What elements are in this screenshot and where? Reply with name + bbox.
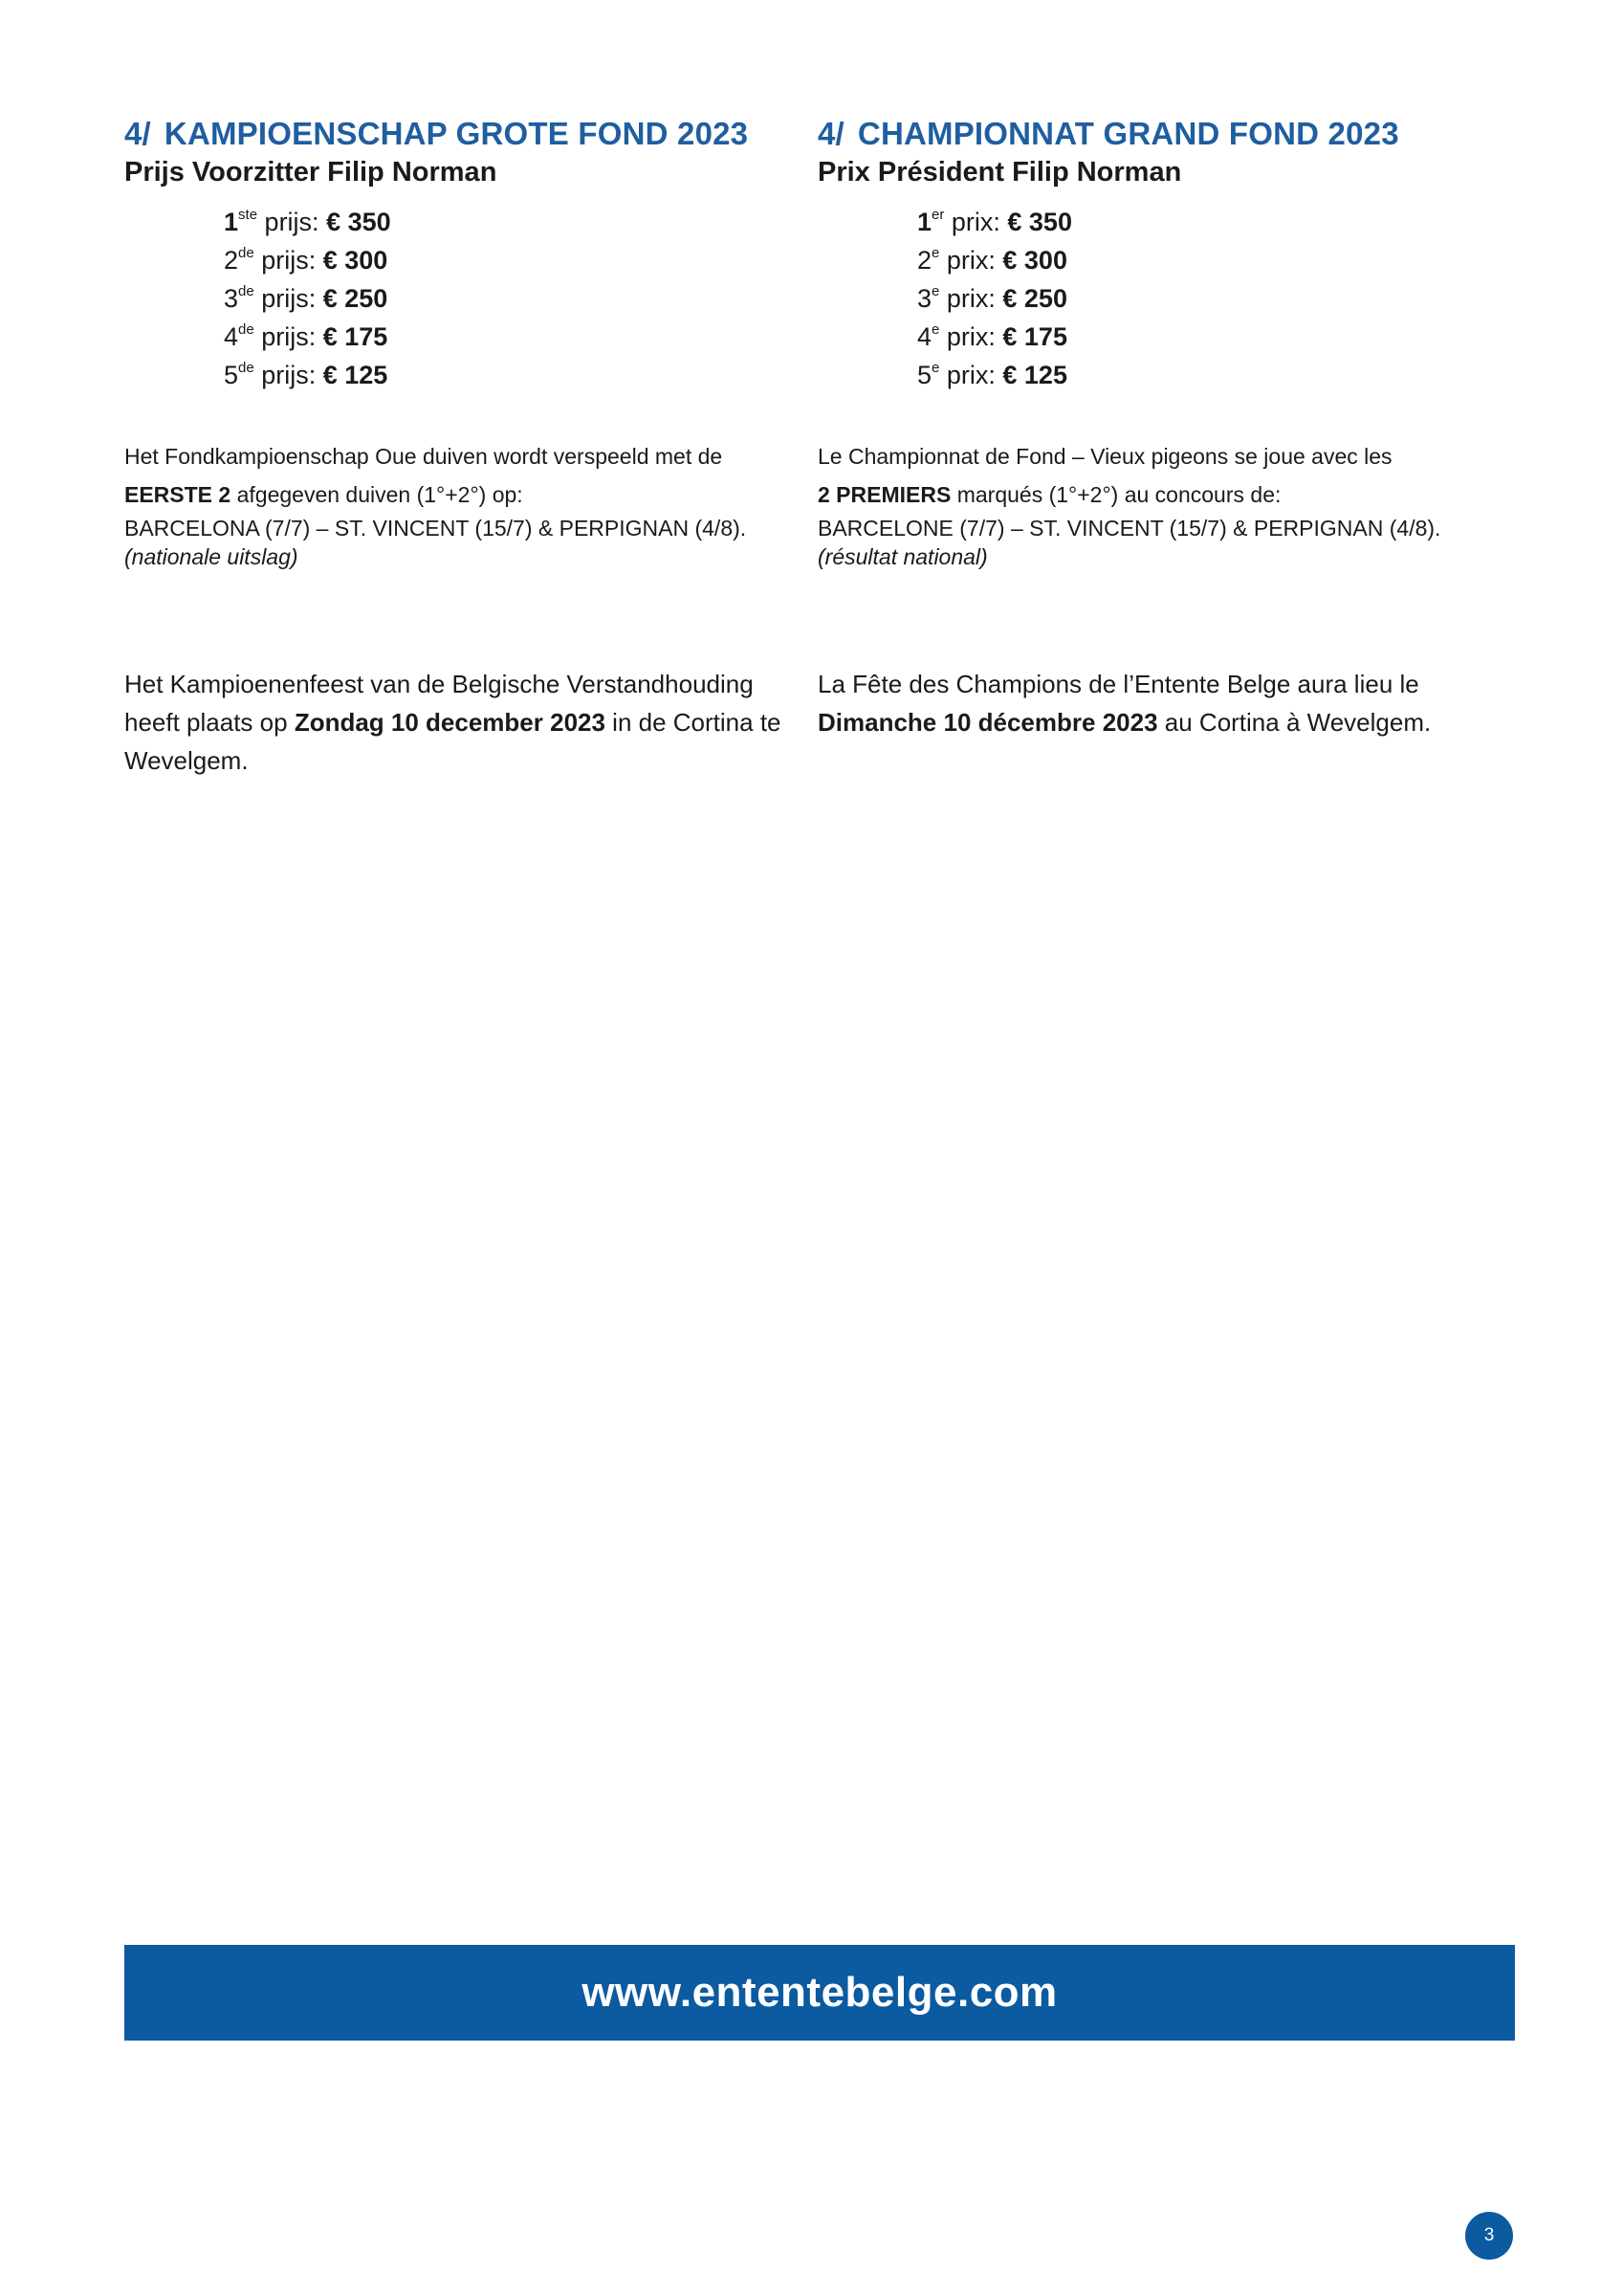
rule-line — [124, 475, 794, 514]
prize-item — [224, 318, 794, 356]
section-subheading: Prix Président Filip Norman — [818, 157, 1182, 188]
prize-rank: 4 — [917, 322, 932, 351]
section-heading — [818, 115, 1487, 153]
prize-rank-suffix: e — [932, 283, 940, 299]
prize-word: prix: — [939, 284, 1003, 313]
race-list: BARCELONA (7/7) – ST. VINCENT (15/7) & PERPIGNAN (4/8). — [124, 516, 747, 541]
website-url[interactable]: www.ententebelge.com — [581, 1969, 1058, 2016]
section-subheading: Prijs Voorzitter Filip Norman — [124, 157, 497, 188]
prize-rank-suffix: de — [238, 245, 254, 261]
result-note: (résultat national) — [818, 544, 988, 569]
race-list: BARCELONE (7/7) – ST. VINCENT (15/7) & PERPIGNAN (4/8). — [818, 516, 1441, 541]
prize-item — [224, 356, 794, 394]
prize-item — [917, 318, 1487, 356]
prize-word: prijs: — [253, 322, 323, 351]
prize-rank: 1 — [224, 208, 239, 236]
prize-item — [224, 241, 794, 279]
section-heading — [124, 115, 794, 153]
prize-item — [917, 241, 1487, 279]
rule-text: marqués (1°+2°) au concours de: — [951, 482, 1282, 507]
prize-rank-suffix: ste — [238, 207, 258, 223]
prize-item — [917, 356, 1487, 394]
feast-text: La Fête des Champions de l’Entente Belge aura lieu le — [818, 670, 1419, 698]
rule-bold: EERSTE 2 — [124, 482, 231, 507]
prize-amount: € 125 — [1002, 361, 1067, 389]
prize-amount: € 175 — [322, 322, 388, 351]
prize-amount: € 125 — [322, 361, 388, 389]
prize-list — [224, 203, 794, 394]
prize-amount: € 350 — [326, 208, 391, 236]
prize-rank: 2 — [224, 246, 239, 275]
feast-date: Dimanche 10 décembre 2023 — [818, 708, 1158, 737]
prize-word: prix: — [939, 246, 1003, 275]
feast-text: au Cortina à Wevelgem. — [1157, 708, 1432, 737]
prize-word: prijs: — [253, 246, 323, 275]
championship-feast-french — [818, 665, 1487, 741]
championship-feast-dutch — [124, 665, 794, 780]
section-title: KAMPIOENSCHAP GROTE FOND 2023 — [164, 116, 749, 151]
feast-text: in de Cortina te Wevelgem. — [124, 708, 781, 775]
right-column-french — [818, 115, 1487, 571]
prize-rank-suffix: de — [238, 283, 254, 299]
prize-rank: 2 — [917, 246, 932, 275]
prize-word: prijs: — [253, 284, 323, 313]
prize-rank: 1 — [917, 208, 932, 236]
rule-bold: 2 PREMIERS — [818, 482, 952, 507]
prize-item — [917, 279, 1487, 318]
prize-word: prix: — [939, 361, 1003, 389]
result-note: (nationale uitslag) — [124, 544, 298, 569]
website-banner[interactable] — [124, 1945, 1515, 2041]
prize-rank-suffix: er — [932, 207, 945, 223]
prize-item — [917, 203, 1487, 241]
prize-word: prix: — [939, 322, 1003, 351]
rule-line: Het Fondkampioenschap Oue duiven wordt verspeeld met de — [124, 444, 723, 469]
championship-rules — [124, 437, 794, 571]
prize-amount: € 250 — [322, 284, 388, 313]
section-number: 4/ — [818, 116, 844, 151]
left-column-dutch — [124, 115, 794, 571]
prize-list — [917, 203, 1487, 394]
prize-rank-suffix: e — [932, 360, 940, 376]
prize-rank-suffix: e — [932, 245, 940, 261]
prize-amount: € 350 — [1007, 208, 1072, 236]
prize-word: prijs: — [253, 361, 323, 389]
feast-date: Zondag 10 december 2023 — [294, 708, 605, 737]
prize-amount: € 300 — [1002, 246, 1067, 275]
prize-rank-suffix: e — [932, 321, 940, 338]
page-number: 3 — [1465, 2212, 1513, 2260]
feast-text: Het Kampioenenfeest van de Belgische Verstandhouding heeft plaats op — [124, 670, 754, 737]
prize-rank: 3 — [917, 284, 932, 313]
prize-amount: € 250 — [1002, 284, 1067, 313]
championship-rules — [818, 437, 1487, 571]
rule-line — [818, 475, 1487, 514]
prize-rank: 5 — [224, 361, 239, 389]
prize-rank-suffix: de — [238, 321, 254, 338]
prize-word: prijs: — [257, 208, 327, 236]
prize-amount: € 300 — [322, 246, 388, 275]
prize-rank: 5 — [917, 361, 932, 389]
prize-item — [224, 203, 794, 241]
rule-text: afgegeven duiven (1°+2°) op: — [230, 482, 523, 507]
section-title: CHAMPIONNAT GRAND FOND 2023 — [857, 116, 1399, 151]
prize-rank: 3 — [224, 284, 239, 313]
prize-rank: 4 — [224, 322, 239, 351]
prize-rank-suffix: de — [238, 360, 254, 376]
prize-word: prix: — [944, 208, 1008, 236]
prize-item — [224, 279, 794, 318]
prize-amount: € 175 — [1002, 322, 1067, 351]
section-number: 4/ — [124, 116, 151, 151]
rule-line: Le Championnat de Fond – Vieux pigeons se joue avec les — [818, 444, 1393, 469]
